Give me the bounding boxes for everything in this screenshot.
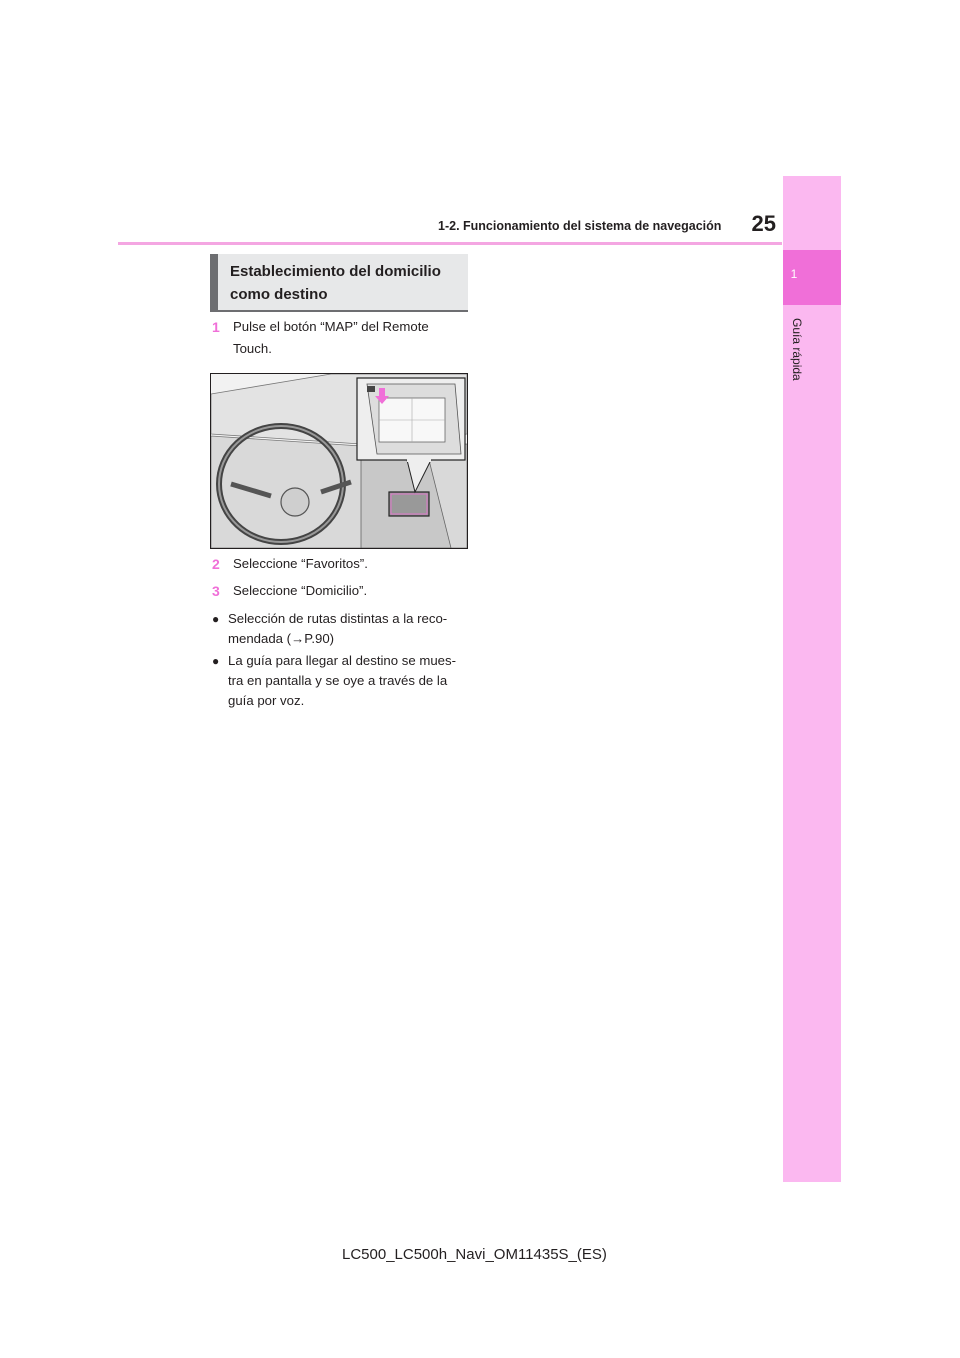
- chapter-name: Guía rápida: [790, 318, 804, 381]
- step-number: 1: [212, 319, 220, 335]
- bullet-item: [212, 651, 470, 711]
- chapter-number: 1: [790, 267, 798, 281]
- step-text: Seleccione “Favoritos”.: [233, 556, 368, 571]
- heading-underline: [210, 310, 468, 312]
- car-interior-remote-touch-icon: [211, 374, 467, 548]
- header-divider: [118, 242, 782, 245]
- step-1: [212, 316, 470, 360]
- bullet-icon: ●: [212, 654, 220, 668]
- bullet-text: Selección de rutas distintas a la reco-mendada (→P.90): [228, 611, 448, 646]
- bullet-icon: ●: [212, 612, 220, 626]
- step-text: Seleccione “Domicilio”.: [233, 583, 368, 598]
- section-title: 1-2. Funcionamiento del sistema de navegación: [438, 219, 722, 233]
- step-2: [212, 553, 470, 575]
- page-number: 25: [751, 211, 776, 236]
- car-interior-illustration: [210, 373, 468, 549]
- manual-code: LC500_LC500h_Navi_OM11435S_(ES): [342, 1246, 607, 1263]
- section-heading: Establecimiento del domicilio como destino: [210, 254, 468, 310]
- step-text: Pulse el botón “MAP” del Remote Touch.: [233, 319, 429, 356]
- step-3: [212, 580, 470, 602]
- step-number: 3: [212, 583, 220, 599]
- bullet-text: La guía para llegar al destino se mues-tra en pantalla y se oye a través de la guía por voz.: [228, 653, 456, 708]
- step-number: 2: [212, 556, 220, 572]
- bullet-item: [212, 609, 470, 649]
